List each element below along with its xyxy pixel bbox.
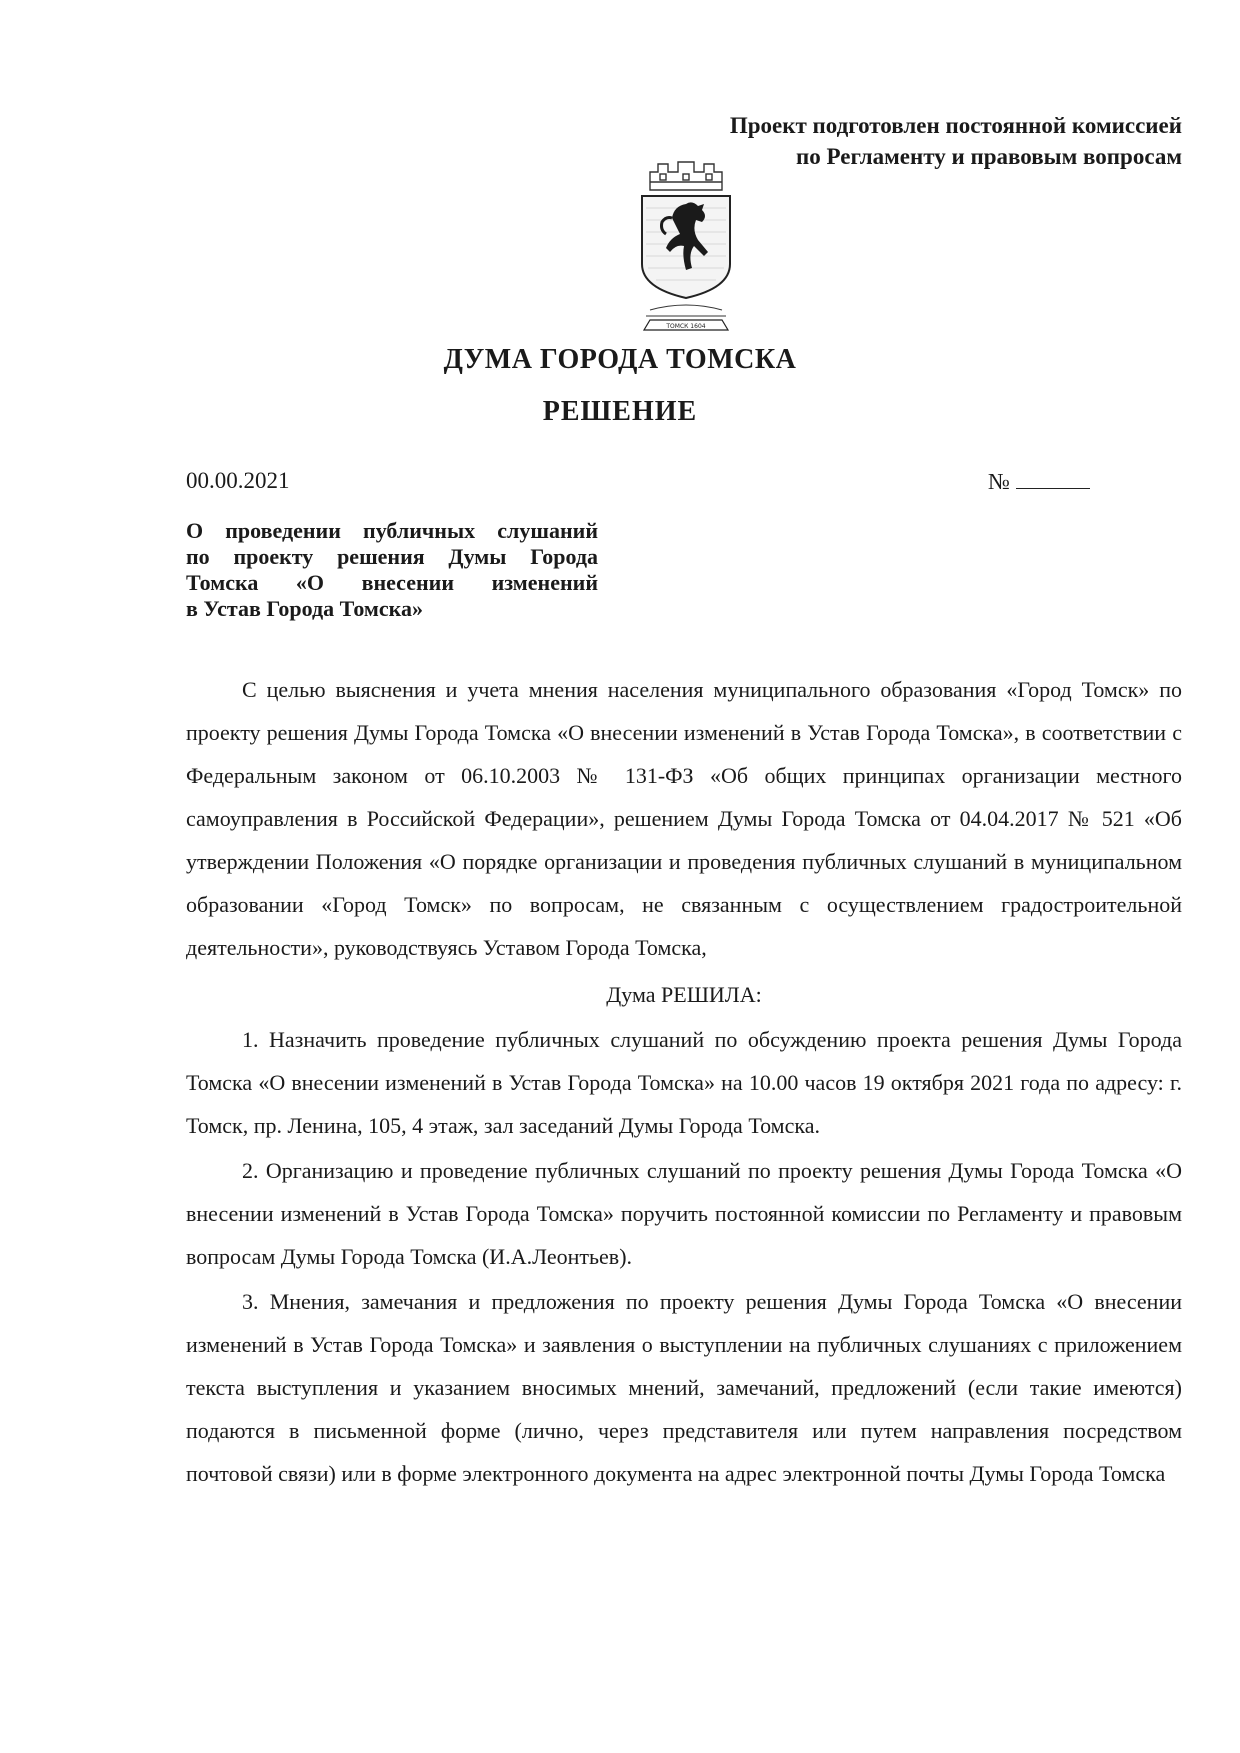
subject-line-4: в Устав Города Томска» xyxy=(186,596,424,621)
document-body xyxy=(186,668,1182,1495)
subject-line-1: О проведении публичных слушаний xyxy=(186,518,598,543)
document-type: РЕШЕНИЕ xyxy=(542,396,698,427)
subject-line-2: по проекту решения Думы Города xyxy=(186,544,598,569)
preamble-paragraph: С целью выяснения и учета мнения населения муниципального образования «Город Томск» по проекту решения Думы Города Томска «О внесении изменений в Устав Города Томска», в соответствии с Федеральным законом от 06.10.2003 № 131-ФЗ «Об общих принципах организации местного самоуправления в Российской Федерации», решением Думы Города Томска от 04.04.2017 № 521 «Об утверждении Положения «О порядке организации и проведения публичных слушаний в муниципальном образовании «Город Томск» по вопросам, не связанным с осуществлением градостроительной деятельности», руководствуясь Уставом Города Томска, xyxy=(186,677,1182,960)
organization-title: ДУМА ГОРОДА ТОМСКА xyxy=(443,344,797,375)
tomsk-coat-of-arms-icon xyxy=(636,160,736,338)
document-date: 00.00.2021 xyxy=(186,468,290,493)
prepared-line-2: по Регламенту и правовым вопросам xyxy=(795,144,1182,169)
prepared-by-note xyxy=(730,110,1182,172)
resolution-item-2: 2. Организацию и проведение публичных слушаний по проекту решения Думы Города Томска «О внесении изменений в Устав Города Томска» поручить постоянной комиссии по Регламенту и правовым вопросам Думы Города Томска (И.А.Леонтьев). xyxy=(186,1158,1182,1269)
resolution-item-1: 1. Назначить проведение публичных слушаний по обсуждению проекта решения Думы Города Томска «О внесении изменений в Устав Города Томска» на 10.00 часов 19 октября 2021 года по адресу: г. Томск, пр. Ленина, 105, 4 этаж, зал заседаний Думы Города Томска. xyxy=(186,1027,1182,1138)
resolved-heading: Дума РЕШИЛА: xyxy=(606,982,762,1007)
document-number xyxy=(988,468,1090,495)
number-blank-line xyxy=(1016,468,1090,489)
document-subject xyxy=(186,518,598,622)
prepared-line-1: Проект подготовлен постоянной комиссией xyxy=(729,113,1182,138)
subject-line-3: Томска «О внесении изменений xyxy=(186,570,598,595)
emblem-ribbon-text: ТОМСК 1604 xyxy=(666,323,706,330)
resolution-item-3: 3. Мнения, замечания и предложения по проекту решения Думы Города Томска «О внесении изменений в Устав Города Томска» и заявления о выступлении на публичных слушаниях с приложением текста выступления и указанием вносимых мнений, замечаний, предложений (если такие имеются) подаются в письменной форме (лично, через представителя или путем направления посредством почтовой связи) или в форме электронного документа на адрес электронной почты Думы Города Томска xyxy=(186,1289,1182,1486)
number-label: № xyxy=(988,469,1010,494)
